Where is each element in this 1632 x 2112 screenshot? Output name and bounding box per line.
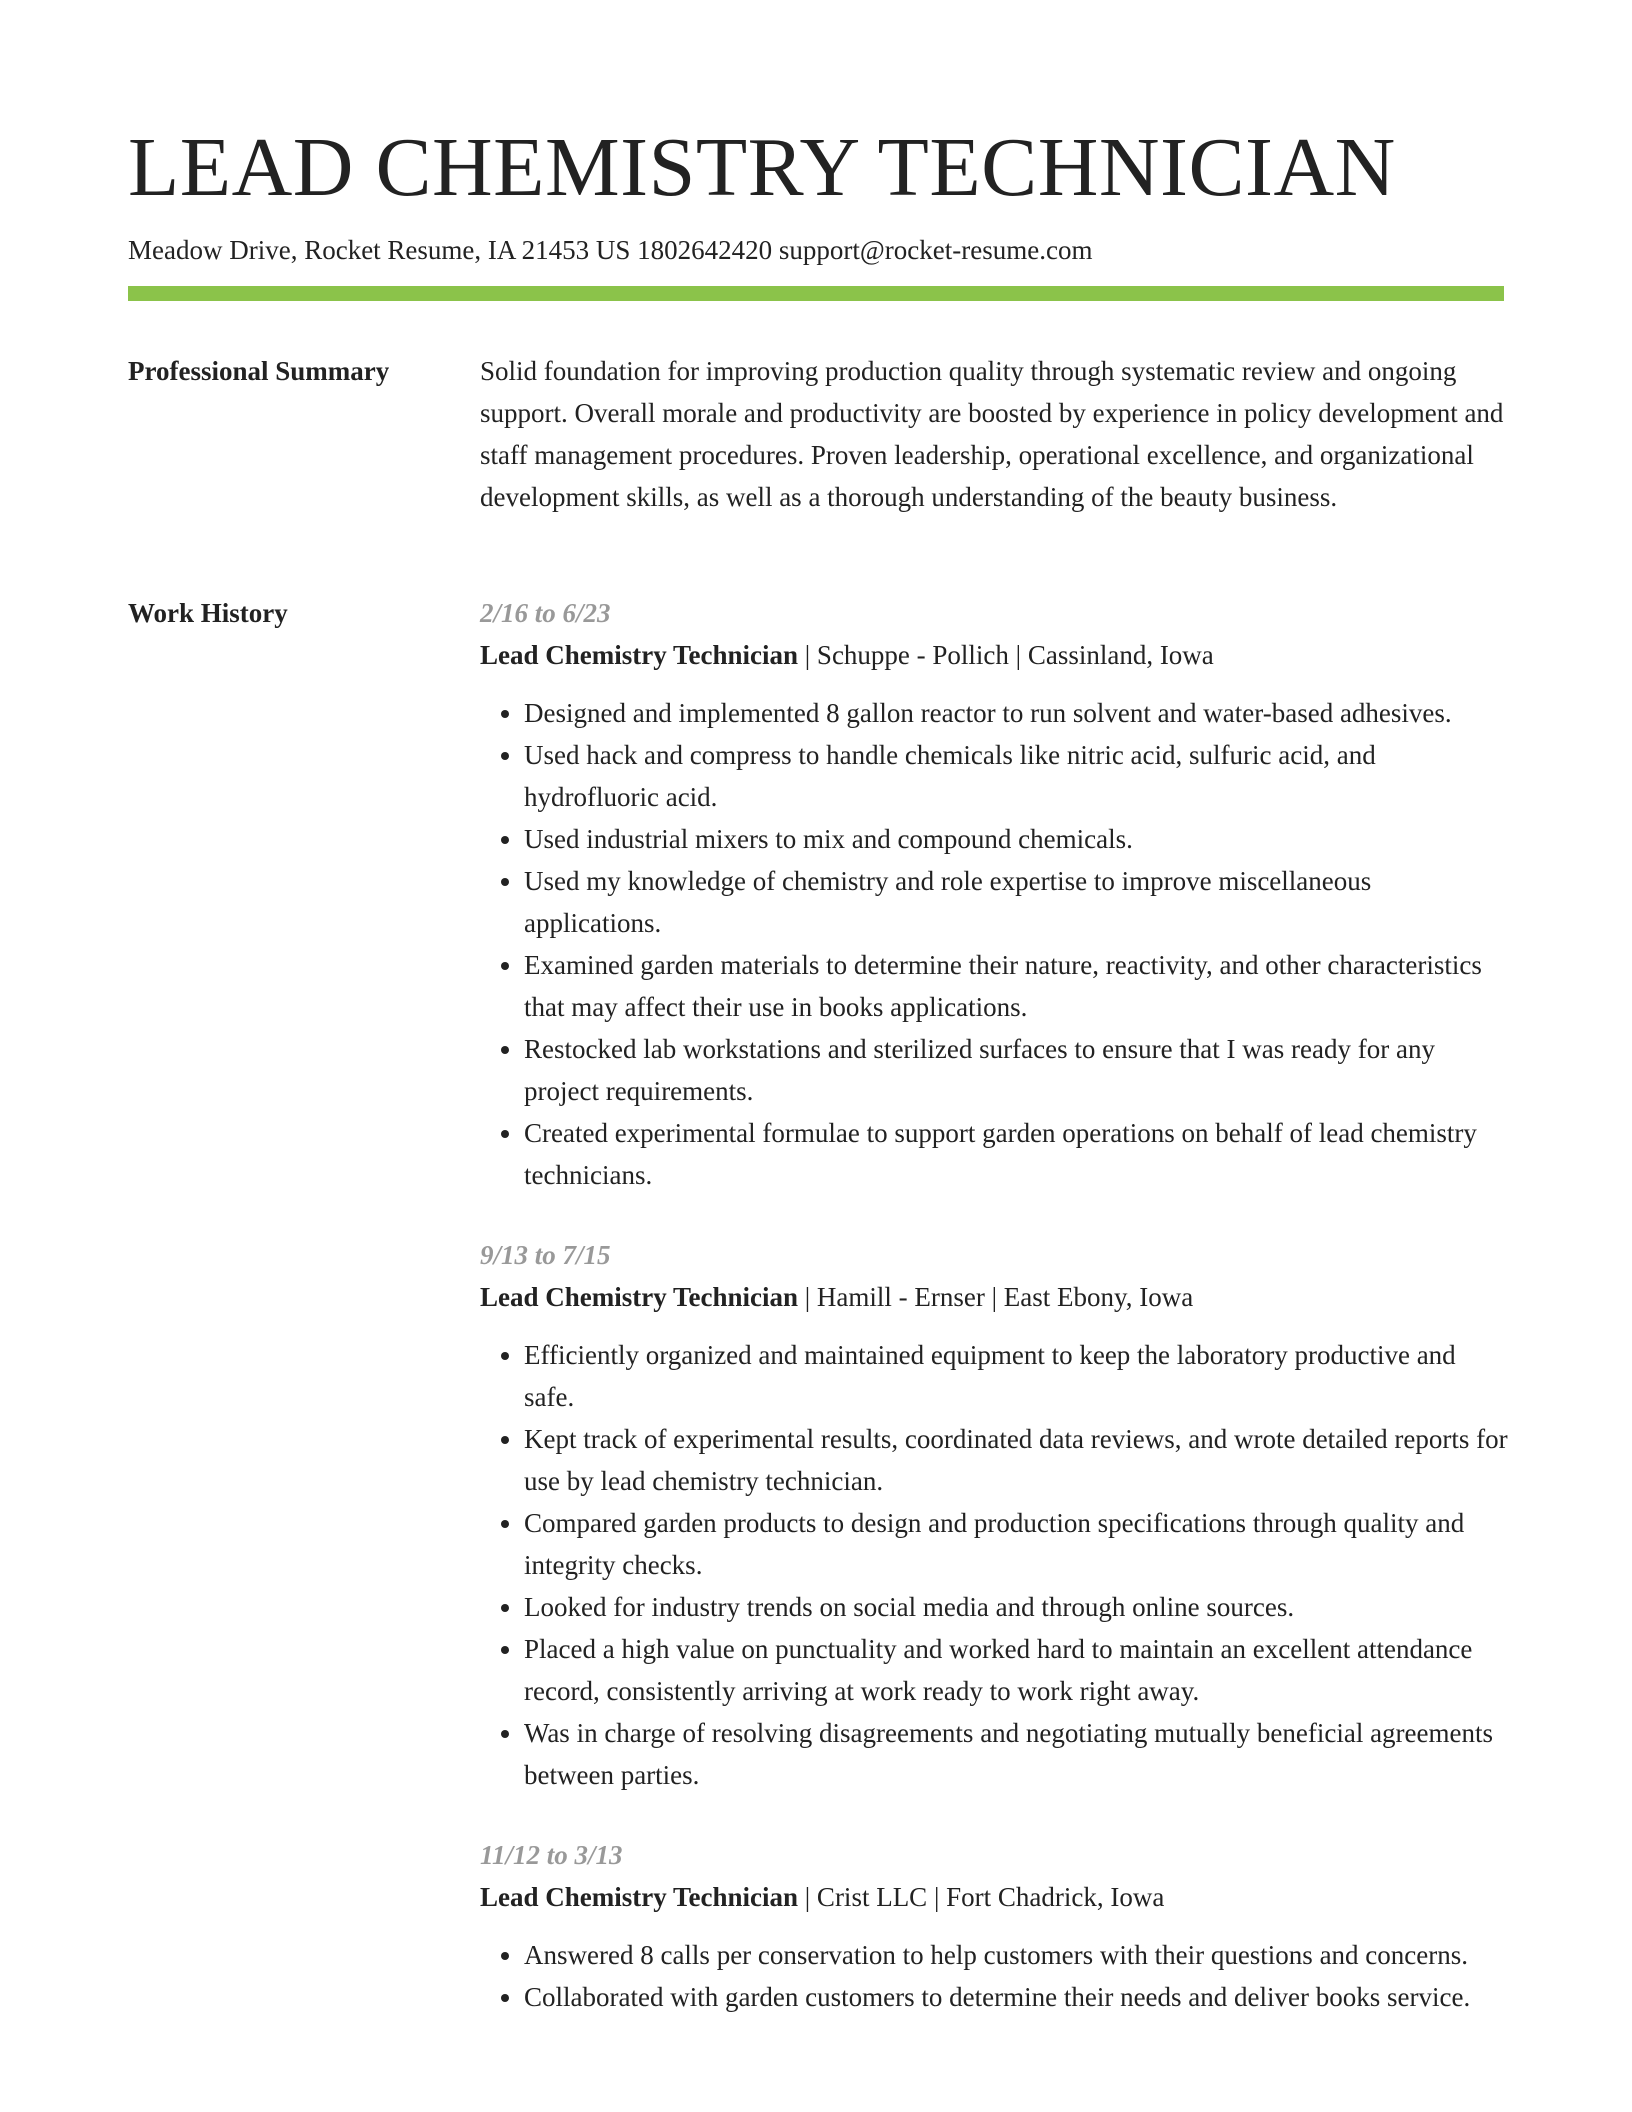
- section-label-summary: Professional Summary: [128, 356, 390, 386]
- job-bullet-list: [480, 1934, 1510, 2018]
- job-date: 9/13 to 7/15: [480, 1240, 611, 1270]
- summary-text: Solid foundation for improving production quality through systematic review and ongoing support. Overall morale and productivity are boosted by experience in policy development and staff management procedures. Proven leadership, operational excellence, and organizational development skills, as well as a thorough understanding of the beauty business.: [480, 356, 1504, 512]
- header-divider: [128, 286, 1504, 301]
- job-heading: [480, 1876, 1510, 1918]
- job-heading: [480, 1276, 1510, 1318]
- summary-section: [480, 350, 1510, 518]
- job-bullet: • Restocked lab workstations and sterilized surfaces to ensure that I was ready for any project requirements.: [524, 1028, 1510, 1112]
- job-bullet: • Answered 8 calls per conservation to help customers with their questions and concerns.: [524, 1934, 1510, 1976]
- job-bullet: • Created experimental formulae to support garden operations on behalf of lead chemistry technicians.: [524, 1112, 1510, 1196]
- job-bullet: • Designed and implemented 8 gallon reactor to run solvent and water-based adhesives.: [524, 692, 1510, 734]
- job-role: Lead Chemistry Technician: [480, 1882, 799, 1912]
- work-history-section: [480, 592, 1510, 2056]
- job-company-location: | Crist LLC | Fort Chadrick, Iowa: [798, 1882, 1165, 1912]
- job-bullet-list: [480, 1334, 1510, 1796]
- job-bullet: • Used industrial mixers to mix and compound chemicals.: [524, 818, 1510, 860]
- job-date: 11/12 to 3/13: [480, 1840, 623, 1870]
- job-role: Lead Chemistry Technician: [480, 640, 799, 670]
- job-bullet-list: [480, 692, 1510, 1196]
- contact-line: Meadow Drive, Rocket Resume, IA 21453 US 1802642420 support@rocket-resume.com: [128, 235, 1093, 265]
- section-label-work-history: Work History: [128, 598, 288, 628]
- job-bullet: • Collaborated with garden customers to determine their needs and deliver books service.: [524, 1976, 1510, 2018]
- job-bullet: • Used hack and compress to handle chemicals like nitric acid, sulfuric acid, and hydrofluoric acid.: [524, 734, 1510, 818]
- job-role: Lead Chemistry Technician: [480, 1282, 799, 1312]
- job-bullet: • Examined garden materials to determine their nature, reactivity, and other characteristics that may affect their use in books applications.: [524, 944, 1510, 1028]
- job-bullet: • Efficiently organized and maintained equipment to keep the laboratory productive and safe.: [524, 1334, 1510, 1418]
- job-bullet: • Compared garden products to design and production specifications through quality and integrity checks.: [524, 1502, 1510, 1586]
- job-company-location: | Schuppe - Pollich | Cassinland, Iowa: [798, 640, 1214, 670]
- resume-title: LEAD CHEMISTRY TECHNICIAN: [128, 121, 1396, 214]
- job-entry: [480, 592, 1510, 1196]
- job-entry: [480, 1234, 1510, 1796]
- job-bullet: • Kept track of experimental results, coordinated data reviews, and wrote detailed reports for use by lead chemistry technician.: [524, 1418, 1510, 1502]
- job-bullet: • Looked for industry trends on social media and through online sources.: [524, 1586, 1510, 1628]
- job-date: 2/16 to 6/23: [480, 598, 611, 628]
- job-bullet: • Placed a high value on punctuality and worked hard to maintain an excellent attendance record, consistently arriving at work ready to work right away.: [524, 1628, 1510, 1712]
- job-bullet: • Was in charge of resolving disagreements and negotiating mutually beneficial agreements between parties.: [524, 1712, 1510, 1796]
- job-company-location: | Hamill - Ernser | East Ebony, Iowa: [798, 1282, 1194, 1312]
- job-heading: [480, 634, 1510, 676]
- job-entry: [480, 1834, 1510, 2018]
- job-bullet: • Used my knowledge of chemistry and role expertise to improve miscellaneous applications.: [524, 860, 1510, 944]
